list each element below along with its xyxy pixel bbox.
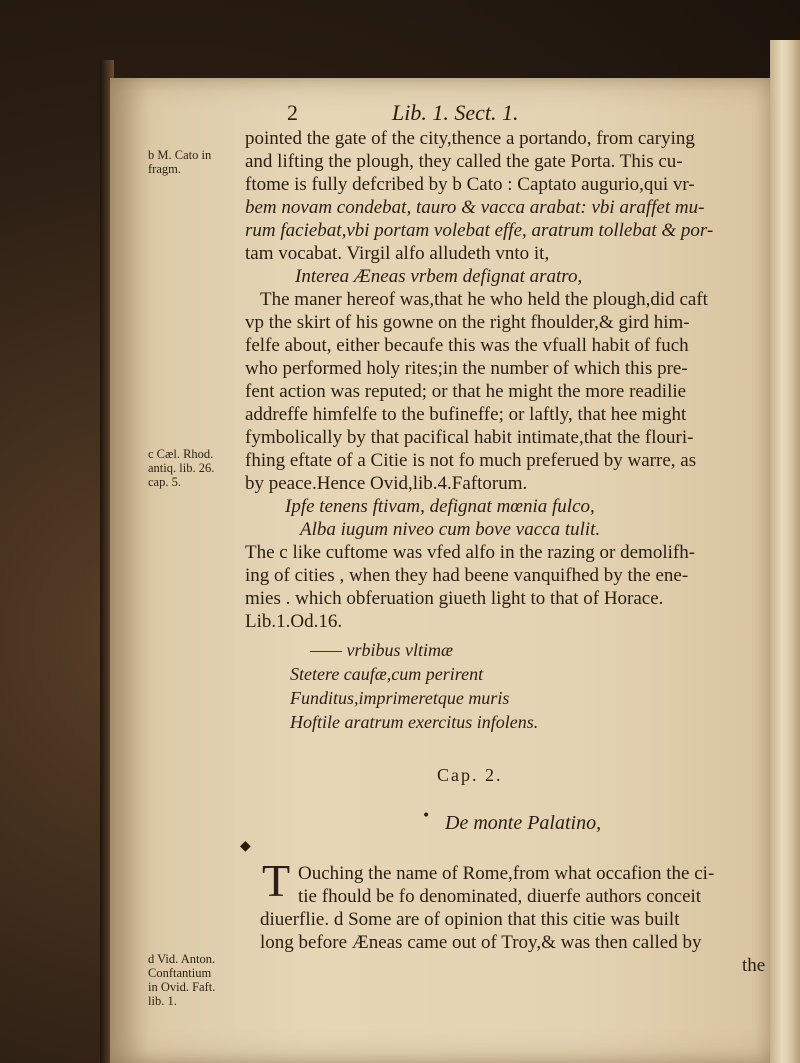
body-line: felfe about, either becaufe this was the vfuall habit of fuch bbox=[245, 335, 689, 356]
margin-note-line: cap. 5. bbox=[148, 475, 181, 489]
margin-note-d bbox=[148, 952, 215, 1008]
body-line: Alba iugum niveo cum bove vacca tulit. bbox=[300, 519, 601, 540]
margin-note-line: Conftantium bbox=[148, 966, 212, 980]
body-line: and lifting the plough, they called the gate Porta. This cu- bbox=[245, 151, 683, 172]
body-line: by peace.Hence Ovid,lib.4.Faftorum. bbox=[245, 473, 528, 494]
body-line: ftome is fully defcribed by b Cato : Captato augurio,qui vr- bbox=[245, 174, 695, 195]
running-title: Lib. 1. Sect. 1. bbox=[392, 100, 519, 125]
body-line: tam vocabat. Virgil alfo alludeth vnto it, bbox=[245, 243, 550, 264]
verse-line: Hoftile aratrum exercitus infolens. bbox=[290, 712, 539, 732]
chapter-heading: Cap. 2. bbox=[437, 765, 503, 785]
verse-line: —— vrbibus vltimæ bbox=[310, 640, 454, 660]
margin-note-line: c Cæl. Rhod. bbox=[148, 447, 214, 461]
body-line: who performed holy rites;in the number of which this pre- bbox=[245, 358, 688, 379]
body-line: Ipfe tenens ftivam, defignat mœnia fulco, bbox=[285, 496, 595, 517]
chapter-subtitle: De monte Palatino, bbox=[445, 812, 602, 834]
margin-note-c bbox=[148, 447, 214, 489]
margin-note-line: d Vid. Anton. bbox=[148, 952, 216, 966]
body-line: fhing eftate of a Citie is not fo much preferued by warre, as bbox=[245, 450, 697, 471]
bullet-mark-icon: • bbox=[422, 808, 431, 824]
chapter-line: diuerflie. d Some are of opinion that this citie was built bbox=[260, 909, 680, 930]
margin-note-line: antiq. lib. 26. bbox=[148, 461, 215, 475]
margin-note-line: b M. Cato in bbox=[148, 148, 212, 162]
body-line: The c like cuftome was vfed alfo in the razing or demolifh- bbox=[245, 542, 696, 563]
body-line: fymbolically by that pacifical habit intimate,that the flouri- bbox=[245, 427, 694, 448]
drop-cap: T bbox=[262, 855, 291, 906]
body-line: fent action was reputed; or that he might the more readilie bbox=[245, 381, 687, 402]
body-line: Interea Æneas vrbem defignat aratro, bbox=[295, 266, 583, 287]
margin-note-line: in Ovid. Faft. bbox=[148, 980, 216, 994]
pointer-mark-icon: ◆ bbox=[240, 838, 251, 854]
body-line: addreffe himfelfe to the bufineffe; or laftly, that hee might bbox=[245, 404, 687, 425]
page-number: 2 bbox=[287, 100, 298, 125]
body-line: ing of cities , when they had beene vanquifhed by the ene- bbox=[245, 565, 689, 586]
chapter-line: long before Æneas came out of Troy,& was then called by bbox=[260, 932, 702, 953]
body-line: rum faciebat,vbi portam volebat effe, aratrum tollebat & por- bbox=[245, 220, 714, 241]
page-edge bbox=[770, 40, 800, 1063]
body-line: vp the skirt of his gowne on the right fhoulder,& gird him- bbox=[245, 312, 690, 333]
body-line: Lib.1.Od.16. bbox=[245, 611, 343, 632]
verse-line: Stetere caufæ,cum perirent bbox=[290, 664, 484, 684]
body-line: mies . which obferuation giueth light to that of Horace. bbox=[245, 588, 664, 609]
verse-line: Funditus,imprimeretque muris bbox=[290, 688, 510, 708]
body-line: The maner hereof was,that he who held the plough,did caft bbox=[260, 289, 708, 310]
margin-note-b bbox=[148, 148, 211, 176]
catchword: the bbox=[742, 955, 766, 976]
chapter-line: Ouching the name of Rome,from what occafion the ci- bbox=[298, 863, 715, 884]
margin-note-line: lib. 1. bbox=[148, 994, 177, 1008]
body-line: bem novam condebat, tauro & vacca arabat: vbi araffet mu- bbox=[245, 197, 705, 218]
body-line: pointed the gate of the city,thence a portando, from carying bbox=[245, 128, 695, 149]
chapter-line: tie fhould be fo denominated, diuerfe authors conceit bbox=[298, 886, 702, 907]
margin-note-line: fragm. bbox=[148, 162, 181, 176]
